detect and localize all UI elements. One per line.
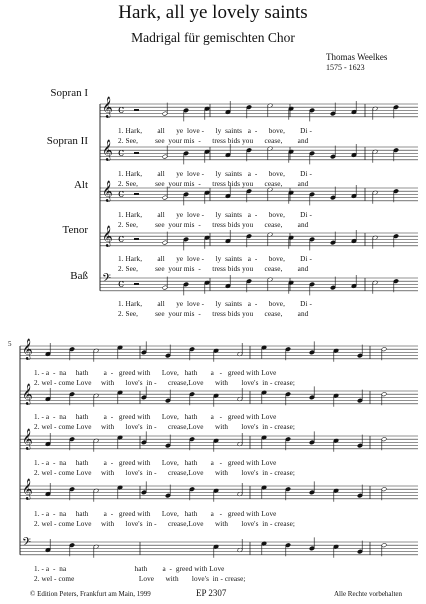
lyrics-s2-part4-v2: 2. wel - come Love with love's in - crease,Love with love's in - crease; <box>34 520 295 528</box>
rest-icon <box>134 152 139 154</box>
lyrics-s1-part5-v1: 1. Hark, all ye love - ly saints a - bove, Di - <box>118 300 312 308</box>
lyrics-s2-part3-v2: 2. wel - come Love with love's in - crease,Love with love's in - crease; <box>34 469 295 477</box>
lyrics-s2-part4-v1: 1. - a - na hath a - greed with Love, hath a - greed with Love <box>34 510 277 518</box>
lyrics-s1-part3-v2: 2. See, see your mis - tress bids you cease, and <box>118 221 309 229</box>
footer-plate-number: EP 2307 <box>196 588 227 598</box>
lyrics-s1-part2-v1: 1. Hark, all ye love - ly saints a - bove, Di - <box>118 170 312 178</box>
treble-clef-icon: 𝄞 <box>22 339 33 360</box>
common-time-icon: c <box>118 187 125 200</box>
measure-number: 5 <box>8 340 12 348</box>
lyrics-s1-part1-v2: 2. See, see your mis - tress bids you cease, and <box>118 137 309 145</box>
treble-clef-icon: 𝄞 <box>102 140 113 161</box>
treble-clef-icon: 𝄞 <box>102 181 113 202</box>
rest-icon <box>134 193 139 195</box>
lyrics-s1-part3-v1: 1. Hark, all ye love - ly saints a - bove, Di - <box>118 211 312 219</box>
lyrics-s2-part5-v1: 1. - a - na hath a - greed with Love <box>34 565 225 573</box>
treble-clef-icon: 𝄞 <box>22 429 33 450</box>
lyrics-s1-part4-v1: 1. Hark, all ye love - ly saints a - bove, Di - <box>118 255 312 263</box>
subtitle: Madrigal für gemischten Chor <box>131 30 295 45</box>
treble-clef-icon: 𝄞 <box>22 384 33 405</box>
common-time-icon: c <box>118 103 125 116</box>
lyrics-s2-part5-v2: 2. wel - come Love with love's in - crease; <box>34 575 246 583</box>
lyrics-s2-part3-v1: 1. - a - na hath a - greed with Love, hath a - greed with Love <box>34 459 277 467</box>
rest-icon <box>134 109 139 111</box>
common-time-icon: c <box>118 232 125 245</box>
common-time-icon: c <box>118 277 125 290</box>
treble-clef-icon: 𝄞 <box>102 226 113 247</box>
rest-icon <box>134 283 139 285</box>
treble-clef-icon: 𝄞 <box>102 97 113 118</box>
lyrics-s1-part1-v1: 1. Hark, all ye love - ly saints a - bove, Di - <box>118 127 312 135</box>
composer-dates: 1575 - 1623 <box>326 63 365 72</box>
composer: Thomas Weelkes <box>326 52 388 62</box>
bass-clef-icon: 𝄢 <box>22 536 32 552</box>
footer-publisher: © Edition Peters, Frankfurt am Main, 1999 <box>30 590 151 598</box>
lyrics-s1-part4-v2: 2. See, see your mis - tress bids you cease, and <box>118 265 309 273</box>
part-label-soprano-2: Sopran II <box>46 135 88 147</box>
rest-icon <box>134 238 139 240</box>
lyrics-s2-part1-v2: 2. wel - come Love with love's in - crease,Love with love's in - crease; <box>34 379 295 387</box>
part-label-alto: Alt <box>73 179 88 191</box>
lyrics-s1-part5-v2: 2. See, see your mis - tress bids you cease, and <box>118 310 309 318</box>
treble-clef-icon: 𝄞 <box>22 479 33 500</box>
lyrics-s2-part1-v1: 1. - a - na hath a - greed with Love, hath a - greed with Love <box>34 369 277 377</box>
common-time-icon: c <box>118 146 125 159</box>
footer-rights: Alle Rechte vorbehalten <box>334 590 403 598</box>
part-label-soprano-1: Sopran I <box>50 87 88 99</box>
part-label-tenor: Tenor <box>62 224 88 236</box>
lyrics-s1-part2-v2: 2. See, see your mis - tress bids you cease, and <box>118 180 309 188</box>
lyrics-s2-part2-v1: 1. - a - na hath a - greed with Love, hath a - greed with Love <box>34 413 277 421</box>
lyrics-s2-part2-v2: 2. wel - come Love with love's in - crease,Love with love's in - crease; <box>34 423 295 431</box>
bass-clef-icon: 𝄢 <box>102 272 112 288</box>
title: Hark, all ye lovely saints <box>118 2 308 23</box>
part-label-bass: Baß <box>70 270 88 282</box>
